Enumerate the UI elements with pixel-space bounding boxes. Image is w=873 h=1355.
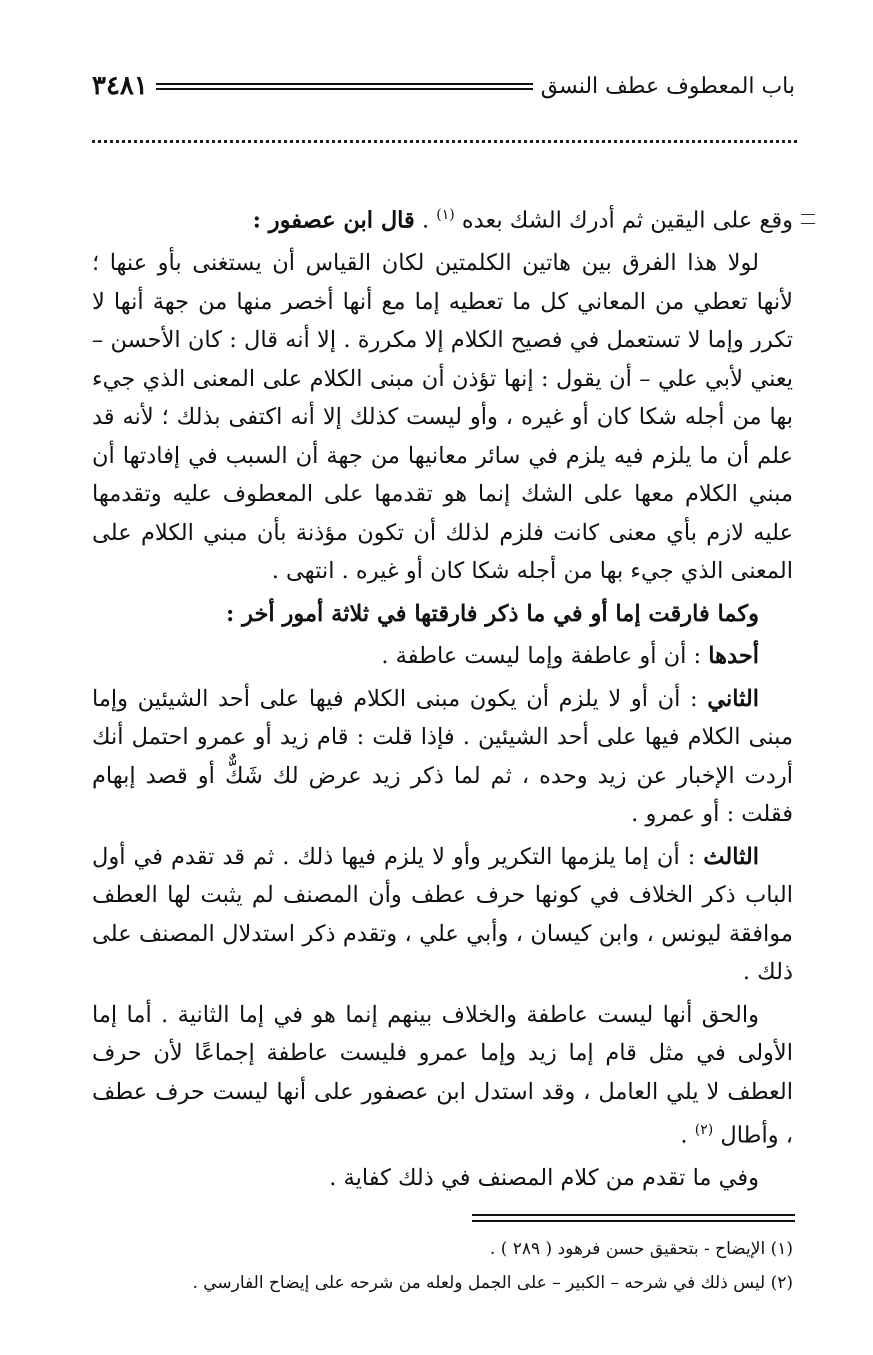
footnotes bbox=[92, 1232, 793, 1300]
paragraph-7: والحق أنها ليست عاطفة والخلاف بينهم إنما هو في إما الثانية . أما إما الأولى في مثل قام إما زيد وإما عمرو فليست عاطفة إجماعًا لأن حرف العطف لا يلي العامل ، وقد استدل ابن عصفور على أنها ليست حرف عطف ، وأطال $^{(٢)}$ . bbox=[92, 1001, 793, 1149]
paragraph-6: الثالث : أن إما يلزمها التكرير وأو لا يلزم فيها ذلك . ثم قد تقدم في أول الباب ذكر الخلاف في كونها حرف عطف وأن المصنف لم يثبت لها العطف موافقة ليونس ، وابن كيسان ، وأبي علي ، وتقدم ذكر استدلال المصنف على ذلك . bbox=[92, 843, 793, 985]
footnote-ref-2: (٢) bbox=[694, 1122, 714, 1138]
page-number: ٣٤٨١ bbox=[92, 71, 148, 101]
paragraph-5: الثاني : أن أو لا يلزم أن يكون مبنى الكلام فيها على أحد الشيئين وإما مبنى الكلام فيها على أحد الشيئين . فإذا قلت : قام زيد أو عمرو احتمل أنك أردت الإخبار عن زيد وحده ، ثم لما ذكر زيد عرض لك شَكٌّ أو قصد إبهام فقلت : أو عمرو . bbox=[92, 685, 793, 827]
dotted-separator bbox=[92, 140, 797, 143]
footnote-1: (١) الإيضاح - بتحقيق حسن فرهود ( ٢٨٩ ) . bbox=[489, 1239, 793, 1259]
margin-marker-icon bbox=[801, 214, 815, 224]
paragraph-8: وفي ما تقدم من كلام المصنف في ذلك كفاية . bbox=[329, 1165, 759, 1191]
paragraph-2: لولا هذا الفرق بين هاتين الكلمتين لكان القياس أن يستغنى بأو عنها ؛ لأنها تعطي من المعاني كل ما تعطيه إما مع أنها أخصر منها من جهة أنها لا تكرر وإما لا تستعمل في فصيح الكلام إلا مكررة . إلا أنه قال : كان الأحسن – يعني لأبي علي – أن يقول : إنها تؤذن أن مبنى الكلام على المعنى الذي جيء بها من أجله شكا كان أو غيره ، وأو ليست كذلك إلا أنه اكتفى بذلك ؛ لأنه قد علم أن ما يلزم فيه يلزم في سائر معانيها من جهة أن السبب في إفادتها أن مبني الكلام معها على الشك إنما هو تقدمها على المعطوف عليه وتقدمها عليه لازم بأي معنى كانت فلزم لذلك أن تكون مؤذنة بأن مبني الكلام على المعنى الذي جيء بها من أجله شكا كان أو غيره . انتهى . bbox=[92, 250, 793, 584]
main-text bbox=[92, 196, 793, 1202]
header-rule bbox=[156, 83, 533, 90]
quote-intro: قال ابن عصفور : bbox=[252, 207, 415, 234]
footnote-2: (٢) ليس ذلك في شرحه – الكبير – على الجمل ولعله من شرحه على إيضاح الفارسي . bbox=[192, 1273, 793, 1293]
running-header bbox=[92, 66, 795, 106]
footnote-ref-1: (١) bbox=[436, 207, 455, 223]
paragraph-1: وقع على اليقين ثم أدرك الشك بعده $^{(١)}$ . قال ابن عصفور : bbox=[252, 207, 793, 234]
paragraph-3: وكما فارقت إما أو في ما ذكر فارقتها في ثلاثة أمور أخر : bbox=[225, 600, 759, 627]
paragraph-4: أحدها : أن أو عاطفة وإما ليست عاطفة . bbox=[381, 643, 759, 669]
footnote-rule bbox=[472, 1214, 795, 1222]
chapter-title: باب المعطوف عطف النسق bbox=[540, 73, 795, 99]
